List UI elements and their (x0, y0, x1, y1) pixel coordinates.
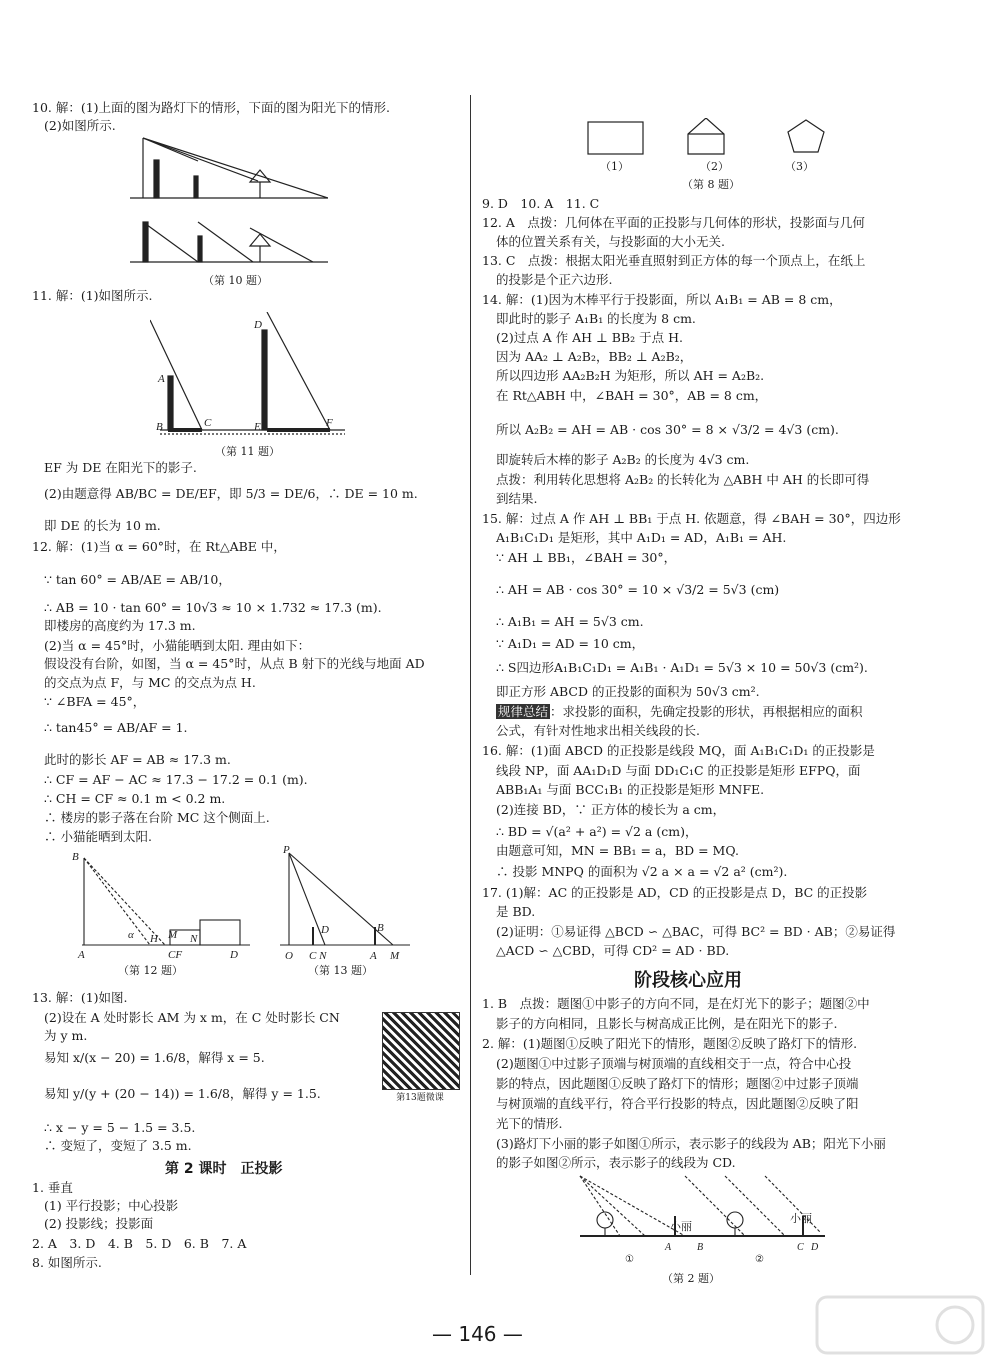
q12-line11: ∴ CF = AF − AC ≈ 17.3 − 17.2 = 0.1 (m). (44, 772, 308, 787)
r-line14: 点拨：利用转化思想将 A₂B₂ 的长转化为 △ABH 中 AH 的长即可得 (496, 472, 870, 487)
watermark-logo (815, 1295, 985, 1355)
figure-8-label-3: （3） (785, 160, 814, 173)
figure-10-caption: （第 10 题） (203, 274, 268, 287)
r-line11: 在 Rt△ABH 中，∠BAH = 30°，AB = 8 cm， (496, 388, 768, 403)
r-line7: 即此时的影子 A₁B₁ 的长度为 8 cm. (496, 311, 696, 326)
r-line34: 是 BD. (496, 904, 536, 919)
figure-12 (70, 850, 260, 962)
summary-tag: 规律总结 (498, 704, 549, 719)
s-line4: (2)题图①中过影子顶端与树顶端的直线相交于一点，符合中心投 (496, 1056, 852, 1071)
q12-line4: 即楼房的高度约为 17.3 m. (44, 618, 196, 633)
lesson-line4: 2. A 3. D 4. B 5. D 6. B 7. A (32, 1236, 247, 1251)
r-line27: 线段 NP，面 AA₁D₁D 与面 DD₁C₁C 的正投影是矩形 EFPQ，面 (496, 763, 861, 778)
r-line20: ∴ A₁B₁ = AH = 5√3 cm. (496, 614, 644, 629)
q12-line9: ∴ tan45° = AB/AF = 1. (44, 720, 188, 735)
q11-line2: EF 为 DE 在阳光下的影子. (44, 460, 197, 475)
svg-text:α: α (128, 929, 134, 941)
r-line2: 12. A 点拨：几何体在平面的正投影与几何体的形状，投影面与几何 (482, 215, 865, 230)
r-line16: 15. 解：过点 A 作 AH ⊥ BB₁ 于点 H. 依题意，得 ∠BAH = 30°，四边形 (482, 511, 901, 526)
figure-10 (128, 136, 328, 268)
s-line5: 影的特点，因此题图①反映了路灯下的情形；题图②中过影子顶端 (496, 1076, 859, 1091)
q12-line12: ∴ CH = CF ≈ 0.1 m < 0.2 m. (44, 791, 226, 806)
q13-line4: 易知 x/(x − 20) = 1.6/8，解得 x = 5. (44, 1050, 265, 1065)
s-line2: 影子的方向相同，且影长与树高成正比例，是在阳光下的影子. (496, 1016, 838, 1031)
figure-12-caption: （第 12 题） (118, 964, 183, 977)
q12-line1: 12. 解：(1)当 α = 60°时，在 Rt△ABE 中， (32, 539, 286, 554)
svg-text:M: M (168, 929, 178, 941)
r-line4: 13. C 点拨：根据太阳光垂直照射到正方体的每一个顶点上，在纸上 (482, 253, 866, 268)
q12-line13: ∴ 楼房的影子落在台阶 MC 这个侧面上. (44, 810, 270, 825)
s-line1: 1. B 点拨：题图①中影子的方向不同，是在灯光下的影子；题图②中 (482, 996, 870, 1011)
s-line3: 2. 解：(1)题图①反映了阳光下的情形，题图②反映了路灯下的情形. (482, 1036, 858, 1051)
s-line6: 与树顶端的直线平行，符合平行投影的特点，因此题图②反映了阳 (496, 1096, 859, 1111)
svg-text:F: F (326, 417, 333, 429)
svg-text:①: ① (625, 1254, 634, 1264)
figure-2-name-2: 小丽 (790, 1212, 812, 1225)
r-line3: 体的位置关系有关，与投影面的大小无关. (496, 234, 725, 249)
q12-line3: ∴ AB = 10 · tan 60° = 10√3 ≈ 10 × 1.732 ≈ 17.3 (m). (44, 600, 382, 615)
r-line36: △ACD ∽ △CBD，可得 CD² = AD · BD. (496, 943, 730, 958)
svg-text:A: A (665, 1242, 672, 1253)
svg-text:C N: C N (309, 950, 327, 962)
svg-text:H: H (150, 933, 158, 945)
q11-line1: 11. 解：(1)如图所示. (32, 288, 153, 303)
svg-text:P: P (283, 845, 290, 856)
r-line33: 17. (1)解：AC 的正投影是 AD，CD 的正投影是点 D，BC 的正投影 (482, 885, 868, 900)
figure-13-caption: （第 13 题） (308, 964, 373, 977)
r-line15: 到结果. (496, 491, 538, 506)
lesson-line2: (1) 平行投影；中心投影 (44, 1198, 179, 1213)
r-line21: ∵ A₁D₁ = AD = 10 cm， (496, 636, 645, 651)
r-line10: 所以四边形 AA₂B₂H 为矩形，所以 AH = A₂B₂. (496, 368, 765, 383)
svg-text:B: B (377, 922, 384, 934)
page-number: — 146 — (432, 1322, 523, 1346)
figure-13 (275, 845, 415, 963)
figure-2-name-1: 小丽 (670, 1220, 692, 1233)
q12-line14: ∴ 小猫能晒到太阳. (44, 829, 152, 844)
r-line13: 即旋转后木棒的影子 A₂B₂ 的长度为 4√3 cm. (496, 452, 750, 467)
q13-line6: ∴ x − y = 5 − 1.5 = 3.5. (44, 1120, 196, 1135)
column-divider (470, 95, 471, 1275)
r-line19: ∴ AH = AB · cos 30° = 10 × √3/2 = 5√3 (cm) (496, 582, 780, 597)
s-line8: (3)路灯下小丽的影子如图①所示，表示影子的线段为 AB；阳光下小丽 (496, 1136, 886, 1151)
r-line1: 9. D 10. A 11. C (482, 196, 600, 211)
q13-line1: 13. 解：(1)如图. (32, 990, 128, 1005)
q12-line7: 的交点为点 F，与 MC 的交点为点 H. (44, 675, 256, 690)
lesson-line1: 1. 垂直 (32, 1180, 73, 1195)
figure-8-caption: （第 8 题） (682, 178, 740, 191)
svg-text:CF: CF (168, 949, 183, 961)
r-line35: (2)证明：①易证得 △BCD ∽ △BAC，可得 BC² = BD · AB；②易证得 (496, 924, 896, 939)
svg-text:B: B (697, 1242, 704, 1253)
lesson-line3: (2) 投影线；投影面 (44, 1216, 154, 1231)
r-line31: 由题意可知，MN = BB₁ = a，BD = MQ. (496, 843, 739, 858)
svg-text:N: N (190, 933, 198, 945)
figure-11-caption: （第 11 题） (215, 445, 280, 458)
svg-text:D: D (230, 949, 238, 961)
r-line12: 所以 A₂B₂ = AH = AB · cos 30° = 8 × √3/2 = 4√3 (cm). (496, 422, 839, 437)
lesson-title: 第 2 课时 正投影 (165, 1161, 283, 1177)
svg-text:B: B (72, 851, 79, 863)
svg-text:B: B (156, 421, 163, 433)
svg-text:E: E (254, 421, 261, 433)
svg-text:A: A (158, 373, 165, 385)
q13-line5: 易知 y/(y + (20 − 14)) = 1.6/8，解得 y = 1.5. (44, 1086, 321, 1101)
q12-line6: 假设没有台阶，如图，当 α = 45°时，从点 B 射下的光线与地面 AD (44, 656, 425, 671)
figure-8-label-1: （1） (600, 160, 629, 173)
s-line7: 光下的情形. (496, 1116, 563, 1131)
svg-text:A: A (370, 950, 377, 962)
q10-line2: (2)如图所示. (44, 118, 116, 133)
r-line24 (496, 704, 863, 719)
svg-text:②: ② (755, 1254, 764, 1264)
r-line6: 14. 解：(1)因为木棒平行于投影面，所以 A₁B₁ = AB = 8 cm， (482, 292, 842, 307)
r-line5: 的投影是个正六边形. (496, 272, 613, 287)
s-line9: 的影子如图②所示，表示影子的线段为 CD. (496, 1155, 736, 1170)
r-line17: A₁B₁C₁D₁ 是矩形，其中 A₁D₁ = AD，A₁B₁ = AH. (496, 530, 787, 545)
svg-text:A: A (78, 949, 85, 961)
q12-line8: ∵ ∠BFA = 45°， (44, 694, 146, 709)
q10-line1: 10. 解：(1)上面的图为路灯下的情形，下面的图为阳光下的情形. (32, 100, 391, 115)
figure-11 (150, 312, 350, 442)
q11-line3: (2)由题意得 AB/BC = DE/EF，即 5/3 = DE/6，∴ DE = 10 m. (44, 486, 418, 501)
section-title: 阶段核心应用 (634, 970, 742, 991)
svg-text:C: C (797, 1242, 804, 1253)
svg-text:D: D (321, 924, 329, 936)
r-line22: ∴ S四边形A₁B₁C₁D₁ = A₁B₁ · A₁D₁ = 5√3 × 10 = 50√3 (cm²). (496, 660, 868, 675)
q13-line3: 为 y m. (44, 1028, 88, 1043)
r-line26: 16. 解：(1)面 ABCD 的正投影是线段 MQ，面 A₁B₁C₁D₁ 的正投影是 (482, 743, 875, 758)
r-line28: ABB₁A₁ 与面 BCC₁B₁ 的正投影是矩形 MNFE. (496, 782, 765, 797)
qr-code[interactable] (382, 1012, 460, 1090)
svg-text:D: D (254, 319, 262, 331)
q11-line4: 即 DE 的长为 10 m. (44, 518, 161, 533)
qr-caption: 第13题微课 (396, 1093, 444, 1103)
r-line29: (2)连接 BD，∵ 正方体的棱长为 a cm， (496, 802, 726, 817)
r-line8: (2)过点 A 作 AH ⊥ BB₂ 于点 H. (496, 330, 683, 345)
r-line9: 因为 AA₂ ⊥ A₂B₂，BB₂ ⊥ A₂B₂， (496, 349, 693, 364)
q13-line7: ∴ 变短了，变短了 3.5 m. (44, 1138, 192, 1153)
q13-line2: (2)设在 A 处时影长 AM 为 x m，在 C 处时影长 CN (44, 1010, 340, 1025)
summary-text: ：求投影的面积，先确定投影的形状，再根据相应的面积 (550, 704, 863, 719)
lesson-line5: 8. 如图所示. (32, 1255, 102, 1270)
q12-line2: ∵ tan 60° = AB/AE = AB/10， (44, 572, 231, 587)
r-line30: ∴ BD = √(a² + a²) = √2 a (cm)， (496, 824, 698, 839)
r-line25: 公式，有针对性地求出相关线段的长. (496, 723, 700, 738)
r-line18: ∵ AH ⊥ BB₁，∠BAH = 30°， (496, 550, 677, 565)
q12-line5: (2)当 α = 45°时，小猫能晒到太阳. 理由如下： (44, 638, 311, 653)
svg-text:D: D (811, 1242, 819, 1253)
figure-8-label-2: （2） (700, 160, 729, 173)
svg-text:C: C (204, 417, 212, 429)
q12-line10: 此时的影长 AF = AB ≈ 17.3 m. (44, 752, 231, 767)
figure-2-caption: （第 2 题） (662, 1272, 720, 1285)
r-line32: ∴ 投影 MNPQ 的面积为 √2 a × a = √2 a² (cm²). (496, 864, 788, 879)
svg-text:M: M (390, 950, 400, 962)
svg-text:O: O (285, 950, 293, 962)
r-line23: 即正方形 ABCD 的正投影的面积为 50√3 cm². (496, 684, 760, 699)
